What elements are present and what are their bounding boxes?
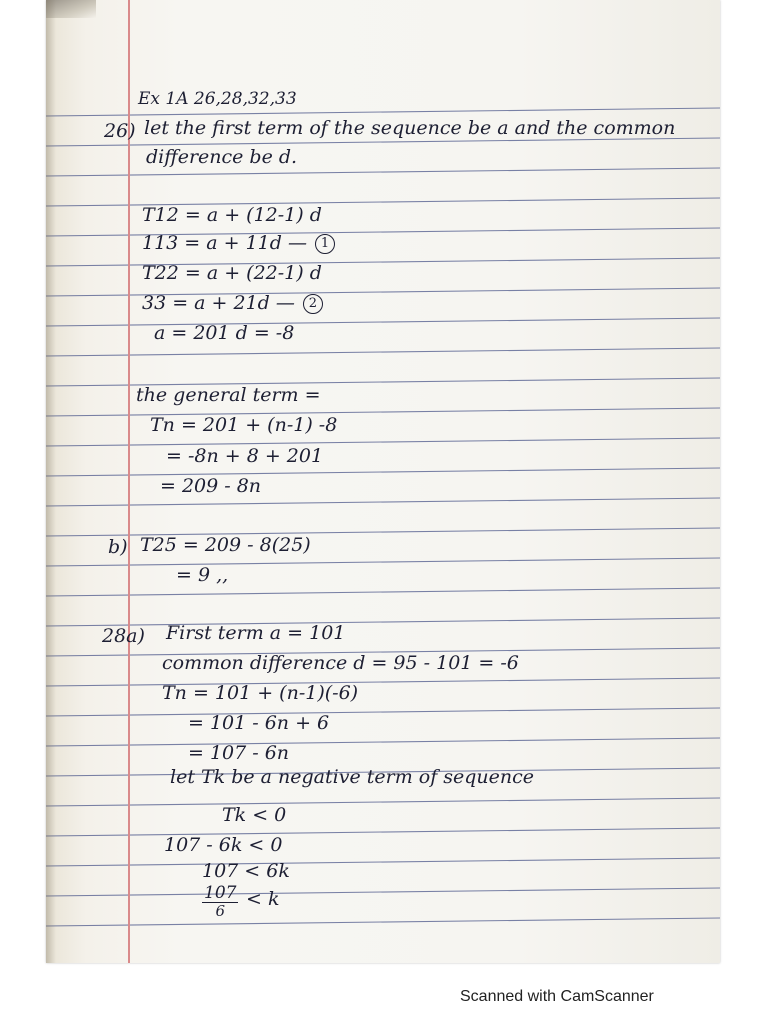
general-term-line-2: = -8n + 8 + 201 — [166, 445, 324, 467]
ruled-line — [46, 348, 720, 356]
ruled-line — [46, 318, 720, 326]
camscanner-watermark: Scanned with CamScanner — [460, 988, 654, 1005]
ruled-line — [46, 498, 720, 506]
ruled-line — [46, 858, 720, 866]
ruled-lines — [46, 0, 720, 963]
exercise-header: Ex 1A 26,28,32,33 — [138, 89, 297, 109]
q28-line-7: Tk < 0 — [222, 804, 287, 826]
margin-line — [128, 0, 130, 963]
question-28a-label: 28a) — [102, 625, 145, 647]
q28-line-8: 107 - 6k < 0 — [164, 834, 283, 856]
q26-equation-1: T12 = a + (12-1) d — [142, 204, 322, 226]
ruled-line — [46, 468, 720, 476]
q26-solution: a = 201 d = -8 — [154, 322, 295, 344]
q26-equation-4-text: 33 = a + 21d — [142, 292, 270, 314]
ruled-line — [46, 408, 720, 416]
ruled-line — [46, 738, 720, 746]
ruled-line — [46, 708, 720, 716]
q26-equation-3: T22 = a + (22-1) d — [142, 262, 322, 284]
notebook-page — [46, 0, 720, 963]
part-b-line-2: = 9 ,, — [176, 564, 229, 586]
q28-line-6: let Tk be a negative term of sequence — [170, 766, 535, 788]
q26-equation-2-text: 113 = a + 11d — [142, 232, 282, 254]
ruled-line — [46, 798, 720, 806]
ruled-line — [46, 828, 720, 836]
q26-equation-4: 33 = a + 21d — 2 — [142, 292, 323, 314]
question-26-label: 26) — [104, 120, 136, 142]
q28-line-1: First term a = 101 — [166, 622, 346, 644]
equation-tag-2: 2 — [303, 294, 323, 314]
ruled-line — [46, 918, 720, 926]
q28-line-10-rest: < k — [246, 888, 280, 910]
q28-line-9: 107 < 6k — [202, 860, 290, 882]
general-term-line-1: Tn = 201 + (n-1) -8 — [150, 414, 338, 436]
q28-line-2: common difference d = 95 - 101 = -6 — [162, 652, 519, 674]
general-term-line-3: = 209 - 8n — [160, 475, 262, 497]
q26-intro-line-1: let the first term of the sequence be a and the common — [144, 117, 676, 139]
general-term-label: the general term = — [136, 384, 321, 406]
fraction-107-over-6 — [202, 884, 238, 919]
q26-intro-line-2: difference be d. — [146, 146, 298, 168]
equation-tag-1: 1 — [315, 234, 335, 254]
fraction-denominator: 6 — [215, 902, 225, 920]
ruled-line — [46, 138, 720, 146]
ruled-line — [46, 678, 720, 686]
ruled-line — [46, 168, 720, 176]
binding-shadow — [46, 0, 56, 963]
ruled-line — [46, 888, 720, 896]
ruled-line — [46, 558, 720, 566]
ruled-line — [46, 618, 720, 626]
ruled-line — [46, 588, 720, 596]
fraction-numerator: 107 — [204, 883, 237, 903]
q28-line-5: = 107 - 6n — [188, 742, 290, 764]
ruled-line — [46, 438, 720, 446]
q28-line-3: Tn = 101 + (n-1)(-6) — [162, 682, 359, 704]
q26-equation-2: 113 = a + 11d — 1 — [142, 232, 335, 254]
part-b-label: b) — [108, 536, 128, 558]
part-b-line-1: T25 = 209 - 8(25) — [140, 534, 311, 556]
q28-line-4: = 101 - 6n + 6 — [188, 712, 330, 734]
